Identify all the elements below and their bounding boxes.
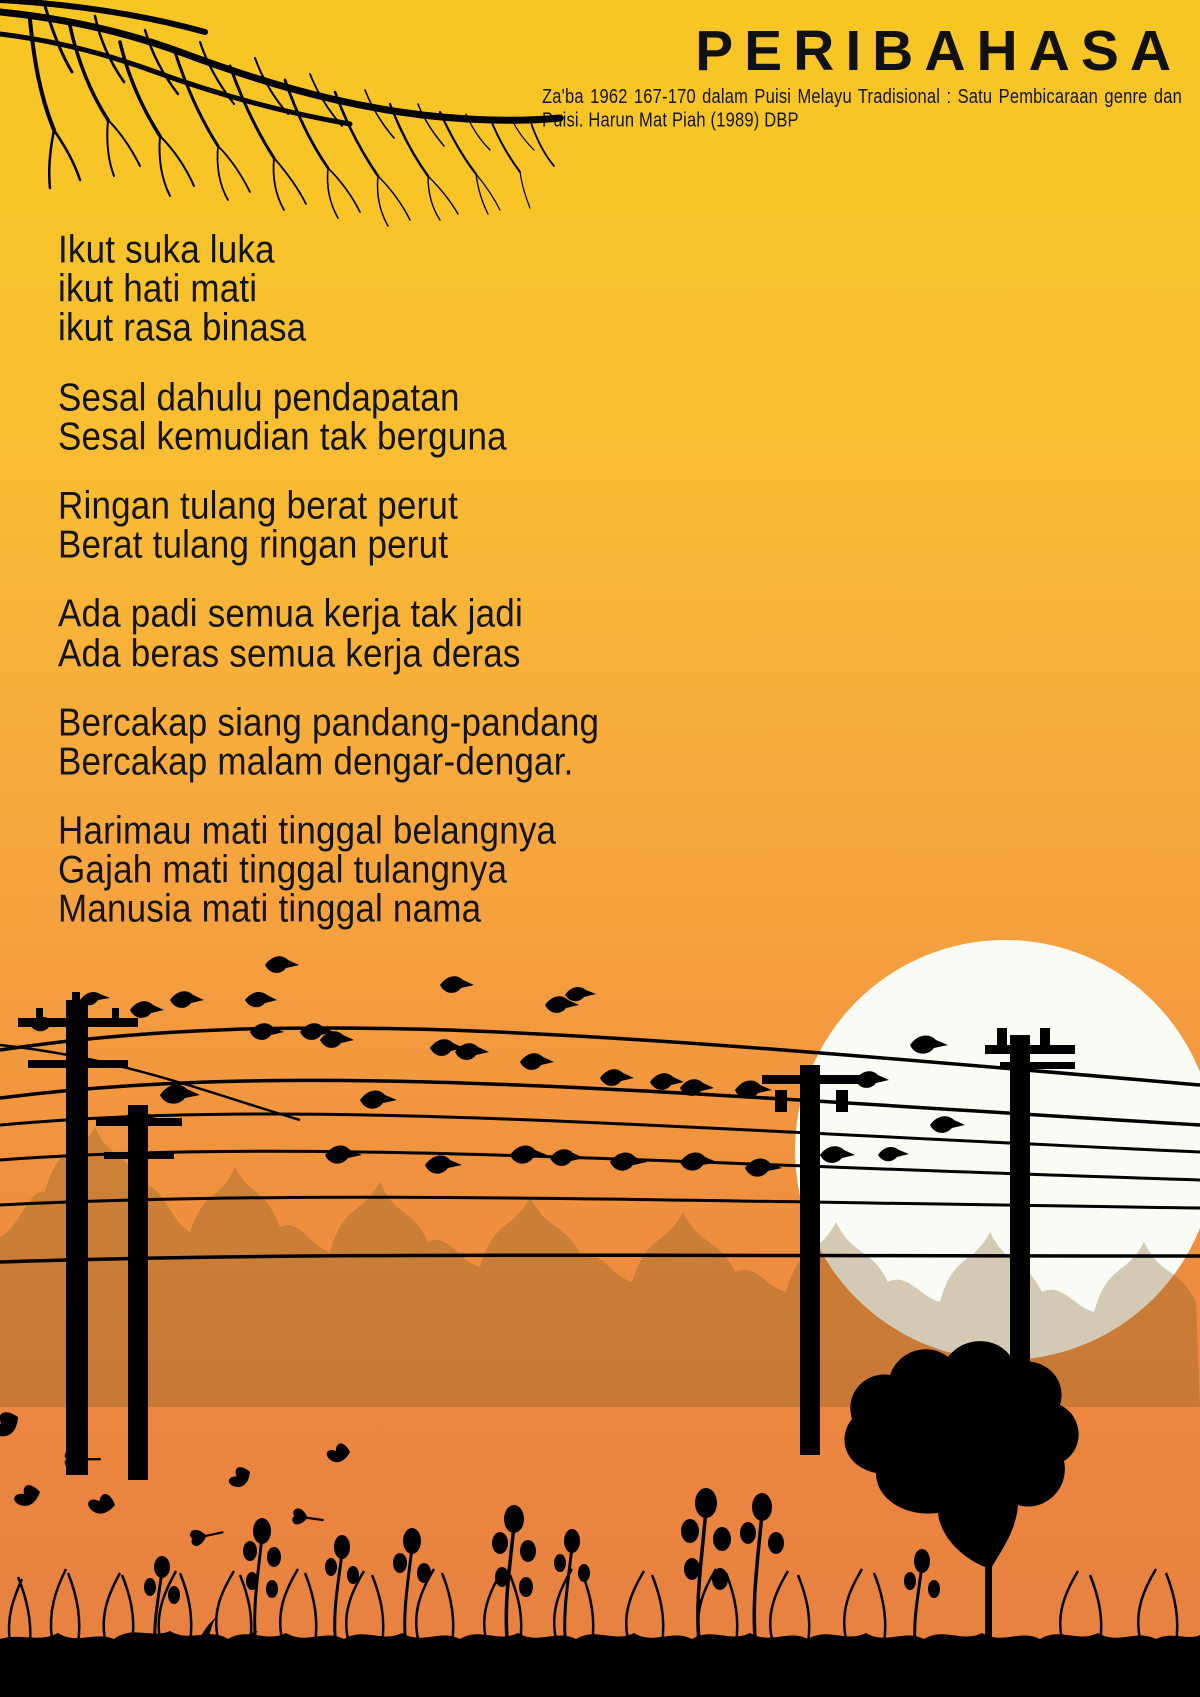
poem-line: Sesal dahulu pendapatan bbox=[58, 375, 460, 420]
poem-line: Bercakap siang pandang-pandang bbox=[58, 700, 600, 745]
poem-container bbox=[58, 228, 599, 957]
poem-line: Ada beras semua kerja deras bbox=[58, 631, 521, 676]
poem-line: Ikut suka luka bbox=[58, 228, 275, 272]
poem-line: Manusia mati tinggal nama bbox=[58, 887, 482, 932]
poem-line: Ada padi semua kerja tak jadi bbox=[58, 592, 523, 636]
page-title: PERIBAHASA bbox=[695, 19, 1182, 83]
stanza bbox=[58, 375, 599, 459]
stanza bbox=[58, 592, 599, 676]
stanza bbox=[58, 700, 600, 784]
poem-line: ikut hati mati bbox=[58, 267, 258, 311]
poem-line: Harimau mati tinggal belangnya bbox=[58, 809, 557, 853]
poem-line: Berat tulang ringan perut bbox=[58, 523, 449, 567]
poem-line: Gajah mati tinggal tulangnya bbox=[58, 848, 508, 892]
poem-line: Bercakap malam dengar-dengar. bbox=[58, 739, 574, 784]
poem-line: Ringan tulang berat perut bbox=[58, 483, 458, 528]
stanza bbox=[58, 809, 599, 932]
poem-line: Sesal kemudian tak berguna bbox=[58, 414, 507, 459]
tree-branches-icon bbox=[0, 0, 620, 260]
poem-line: ikut rasa binasa bbox=[58, 306, 307, 351]
ground-foliage bbox=[0, 1267, 1200, 1697]
stanza bbox=[58, 483, 599, 567]
insects-group bbox=[0, 1409, 351, 1547]
title-block bbox=[542, 19, 1182, 132]
source-citation: Za'ba 1962 167-170 dalam Puisi Melayu Tradisional : Satu Pembicaraan genre dan Puisi. Harun Mat Piah (1989) DBP bbox=[542, 85, 1182, 132]
